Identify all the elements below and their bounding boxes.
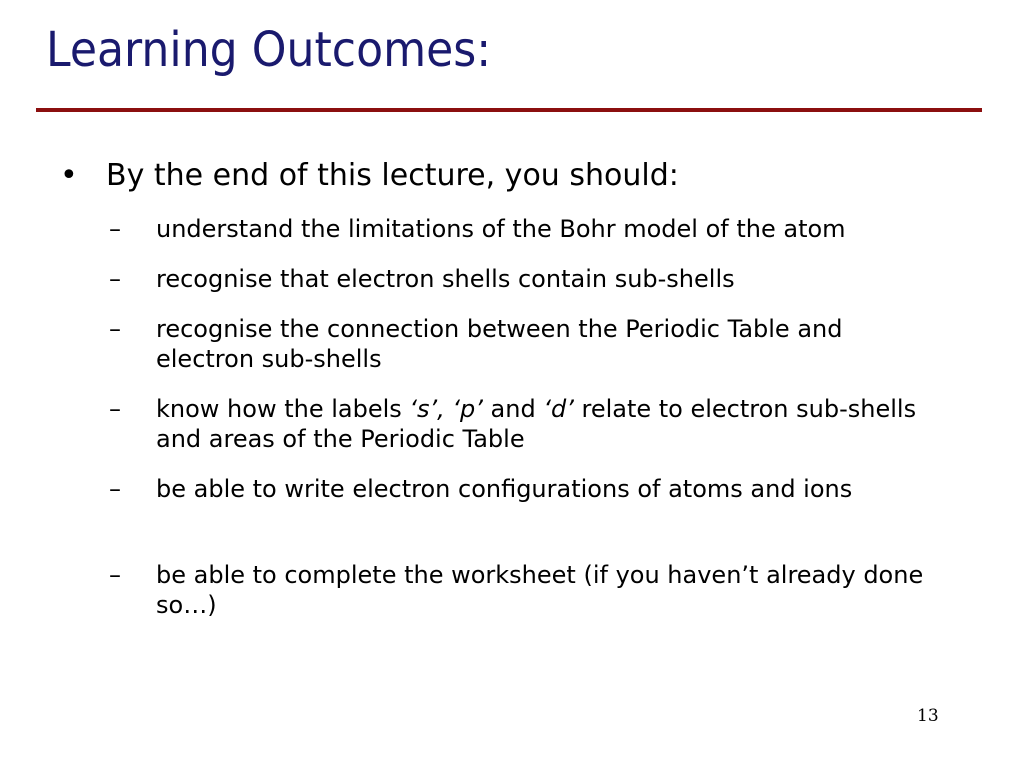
text-segment: relate to electron sub-shells and areas of the Periodic Table xyxy=(156,395,917,453)
text-segment: and xyxy=(482,395,544,423)
list-item xyxy=(109,474,929,504)
label-p: ‘p’ xyxy=(444,395,483,423)
list-item-text xyxy=(156,394,926,454)
title-divider xyxy=(36,108,982,112)
dash-icon: – xyxy=(109,475,121,503)
slide-title: Learning Outcomes: xyxy=(46,22,492,78)
main-bullet-text: By the end of this lecture, you should: xyxy=(106,158,679,193)
dash-icon: – xyxy=(109,215,121,243)
label-d: ‘d’ xyxy=(543,395,574,423)
label-s: ‘s’, xyxy=(409,395,445,423)
list-item xyxy=(109,394,929,454)
learning-outcomes-list xyxy=(109,214,929,640)
dash-icon: – xyxy=(109,561,121,589)
list-item xyxy=(109,314,929,374)
list-item-text: be able to complete the worksheet (if you haven’t already done so…) xyxy=(156,561,924,619)
list-item-text: recognise that electron shells contain sub-shells xyxy=(156,265,735,293)
list-item-text: be able to write electron configurations of atoms and ions xyxy=(156,475,853,503)
text-segment: know how the labels xyxy=(156,395,410,423)
list-item xyxy=(109,214,929,244)
dash-icon: – xyxy=(109,265,121,293)
bullet-dot-icon: • xyxy=(60,158,78,193)
list-item xyxy=(109,264,929,294)
list-item-text: understand the limitations of the Bohr model of the atom xyxy=(156,215,846,243)
page-number: 13 xyxy=(917,706,939,726)
list-item xyxy=(109,560,929,620)
dash-icon: – xyxy=(109,315,121,343)
dash-icon: – xyxy=(109,395,121,423)
list-item-text: recognise the connection between the Periodic Table and electron sub-shells xyxy=(156,315,843,373)
